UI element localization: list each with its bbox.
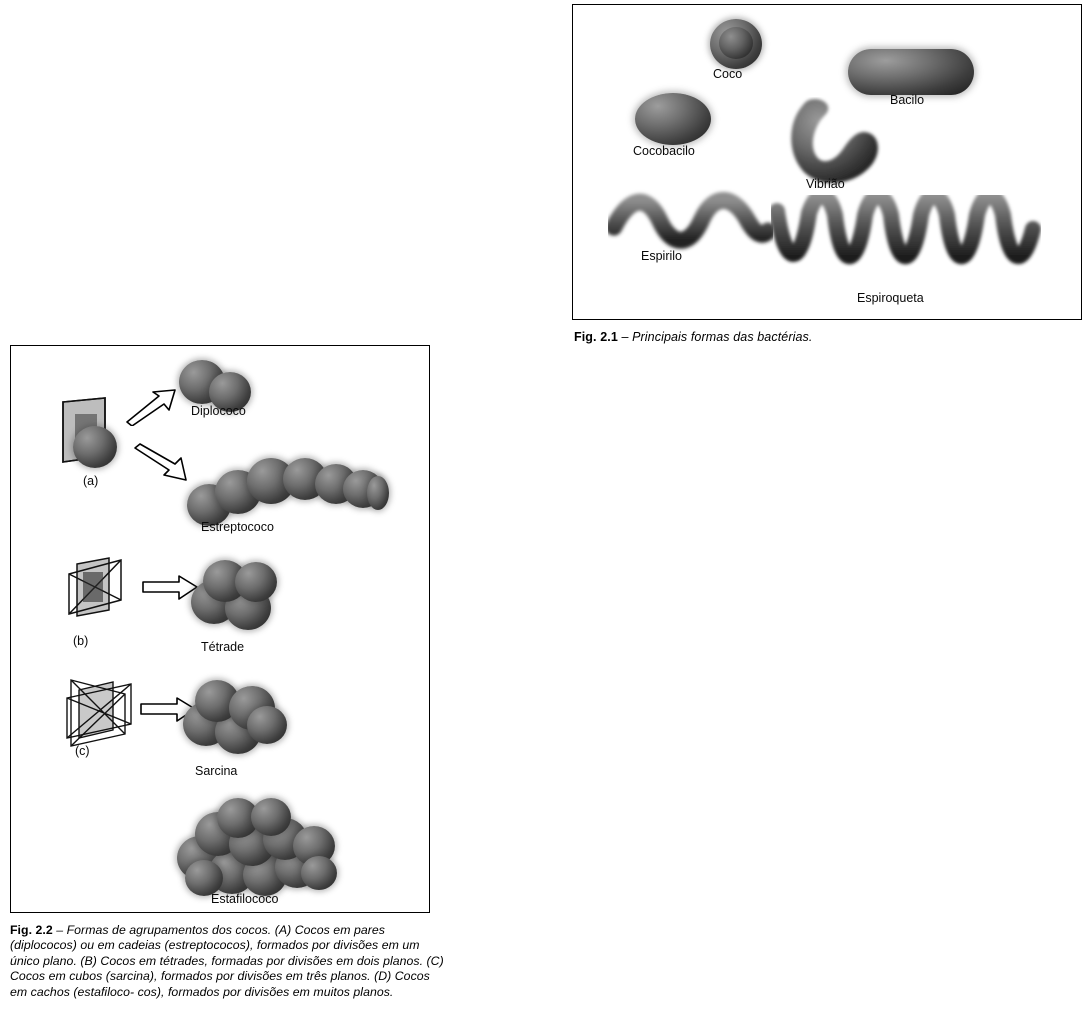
- figure-2-2-caption-line-5: cos), formados por divisões em muitos planos.: [137, 984, 394, 999]
- figure-2-1-caption-dash: –: [621, 330, 629, 344]
- cocobacilo-shape: [635, 93, 711, 145]
- label-plane-b: (b): [73, 634, 89, 648]
- figure-2-2-caption-line-1: Formas de agrupamentos dos cocos. (A) Cocos em pares (diplococos): [10, 923, 385, 953]
- division-plane-b: [63, 554, 141, 640]
- figure-2-2-caption-dash: –: [56, 923, 64, 937]
- vibriao-shape: [781, 97, 891, 189]
- figure-2-2-caption-line-4: (sarcina), formados por divisões em três planos. (D) Cocos em cachos (estafiloco-: [10, 969, 430, 999]
- figure-2-1-caption-text: Principais formas das bactérias.: [632, 330, 813, 344]
- figure-2-2-caption-line-3: Cocos em tétrades, formadas por divisões em dois planos. (C) Cocos em cubos: [10, 953, 444, 984]
- figure-2-1-caption-number: Fig. 2.1: [574, 330, 618, 344]
- label-estafilococo: Estafilococo: [211, 892, 279, 906]
- cocos-pair-a-shape: [73, 426, 117, 468]
- figure-2-2-panel: [10, 345, 430, 913]
- label-espirilo: Espirilo: [641, 249, 682, 263]
- bacilo-shape: [848, 49, 974, 95]
- figure-2-1-caption: [574, 330, 1074, 344]
- label-plane-c: (c): [75, 744, 90, 758]
- coco-shape-inner: [719, 27, 753, 59]
- label-diplococo: Diplococo: [191, 404, 246, 418]
- figure-2-2-caption-number: Fig. 2.2: [10, 923, 53, 937]
- label-estreptococo: Estreptococo: [201, 520, 274, 534]
- sarcina-shape: [181, 676, 291, 762]
- espiroqueta-shape: [771, 195, 1041, 283]
- figure-2-1-panel: [572, 4, 1082, 320]
- figure-2-2-caption-line-2: ou em cadeias (estreptococos), formados por divisões em um único plano. (B): [10, 938, 420, 968]
- label-plane-a: (a): [83, 474, 99, 488]
- label-tetrade: Tétrade: [201, 640, 245, 654]
- label-vibriao: Vibrião: [806, 177, 845, 191]
- label-bacilo: Bacilo: [890, 93, 925, 107]
- figure-2-2-caption: [10, 923, 450, 1000]
- espirilo-shape: [608, 187, 773, 253]
- arrow-to-diplococo: [123, 388, 181, 426]
- label-sarcina: Sarcina: [195, 764, 238, 778]
- label-espiroqueta: Espiroqueta: [857, 291, 924, 305]
- label-cocobacilo: Cocobacilo: [633, 144, 695, 158]
- label-coco: Coco: [713, 67, 743, 81]
- tetrade-shape: [187, 558, 283, 638]
- estreptococo-shape: [181, 446, 381, 524]
